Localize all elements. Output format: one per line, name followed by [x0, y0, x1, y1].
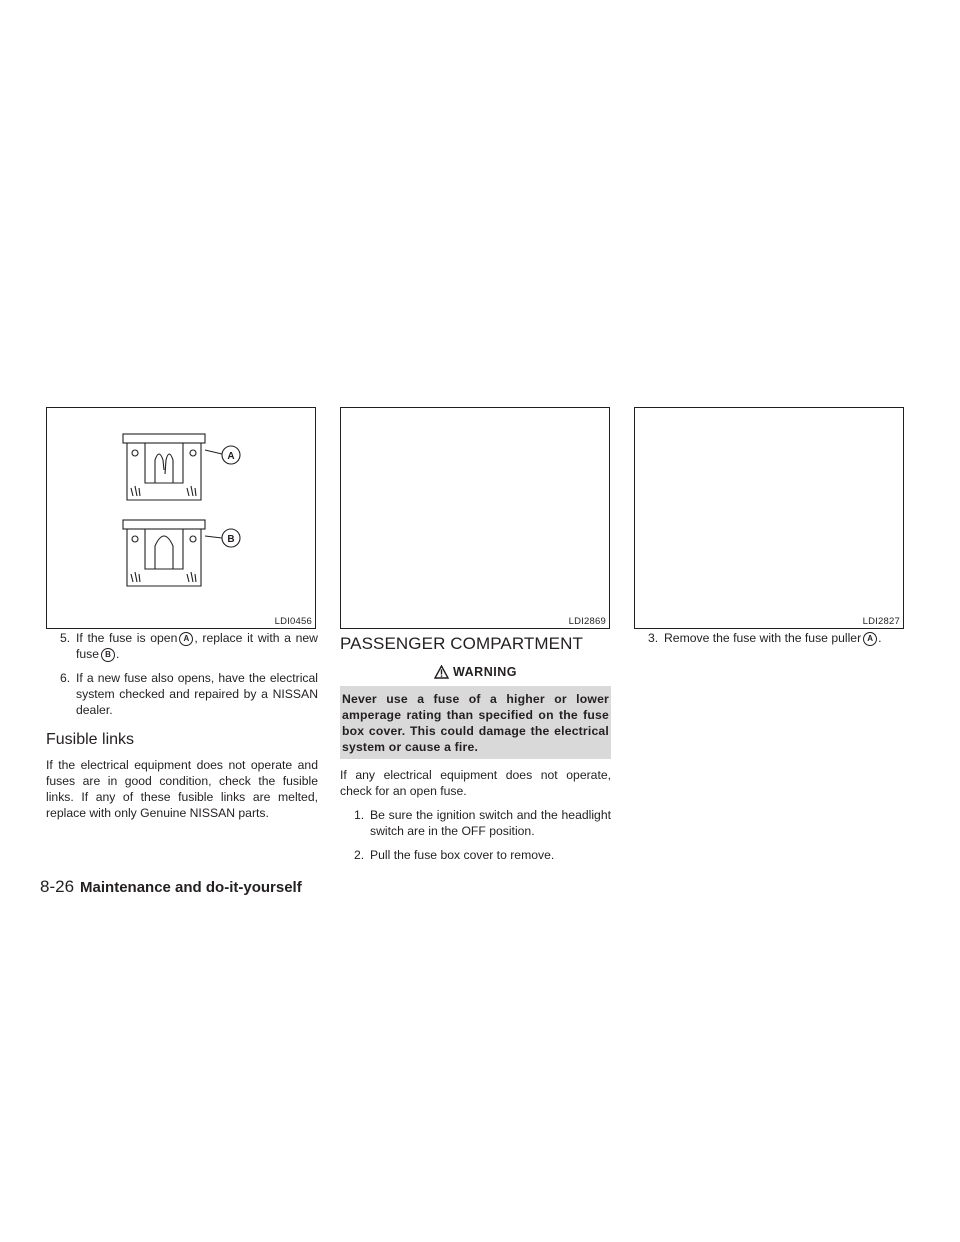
step-text-end: . — [878, 631, 882, 645]
step-text: If the fuse is open — [76, 631, 178, 645]
fusible-links-heading: Fusible links — [46, 731, 135, 748]
callout-a: A — [227, 451, 235, 462]
left-column — [46, 630, 318, 829]
middle-column — [340, 630, 611, 871]
step-5 — [46, 630, 318, 662]
intro-paragraph: If any electrical equipment does not operate, check for an open fuse. — [340, 768, 611, 798]
section-heading: PASSENGER COMPARTMENT — [340, 634, 583, 653]
step-text: Be sure the ignition switch and the headlight switch are in the OFF position. — [370, 808, 611, 838]
callout-marker-b: B — [101, 648, 115, 662]
step-number: 5. — [60, 631, 71, 645]
figure-code: LDI2869 — [568, 616, 606, 627]
fusible-links-paragraph: If the electrical equipment does not operate and fuses are in good condition, check the fusible links. If any of these fusible links are melted, replace with only Genuine NISSAN parts. — [46, 758, 318, 820]
fuse-illustration — [47, 408, 315, 628]
page-footer — [40, 877, 302, 897]
warning-header — [340, 664, 611, 680]
callout-marker-a: A — [179, 632, 193, 646]
warning-triangle-icon — [434, 665, 449, 679]
step-3 — [634, 630, 906, 646]
step-text-end: . — [116, 647, 120, 661]
page-number: 8-26 — [40, 877, 75, 896]
step-text: If a new fuse also opens, have the electrical system checked and repaired by a NISSAN dealer. — [76, 671, 318, 717]
step-number: 2. — [354, 848, 365, 862]
warning-label: WARNING — [453, 665, 517, 679]
figure-fuse-puller — [634, 407, 904, 629]
step-2 — [340, 847, 611, 863]
chapter-title: Maintenance and do-it-yourself — [80, 879, 302, 896]
figure-code: LDI2827 — [862, 616, 900, 627]
figure-fuse-diagram — [46, 407, 316, 629]
figure-fuse-box — [340, 407, 610, 629]
right-column — [634, 630, 906, 654]
figure-code: LDI0456 — [274, 616, 312, 627]
step-text-continued: , replace it with a new fuse — [76, 631, 318, 661]
step-text: Remove the fuse with the fuse puller — [664, 631, 862, 645]
callout-b: B — [227, 534, 235, 545]
step-number: 3. — [648, 631, 659, 645]
step-number: 6. — [60, 671, 71, 685]
warning-box: Never use a fuse of a higher or lower amperage rating than specified on the fuse box cover. This could damage the electrical system or cause a fire. — [340, 686, 611, 759]
callout-marker-a: A — [863, 632, 877, 646]
step-1 — [340, 807, 611, 839]
step-text: Pull the fuse box cover to remove. — [370, 848, 555, 862]
step-6 — [46, 670, 318, 718]
step-number: 1. — [354, 808, 365, 822]
